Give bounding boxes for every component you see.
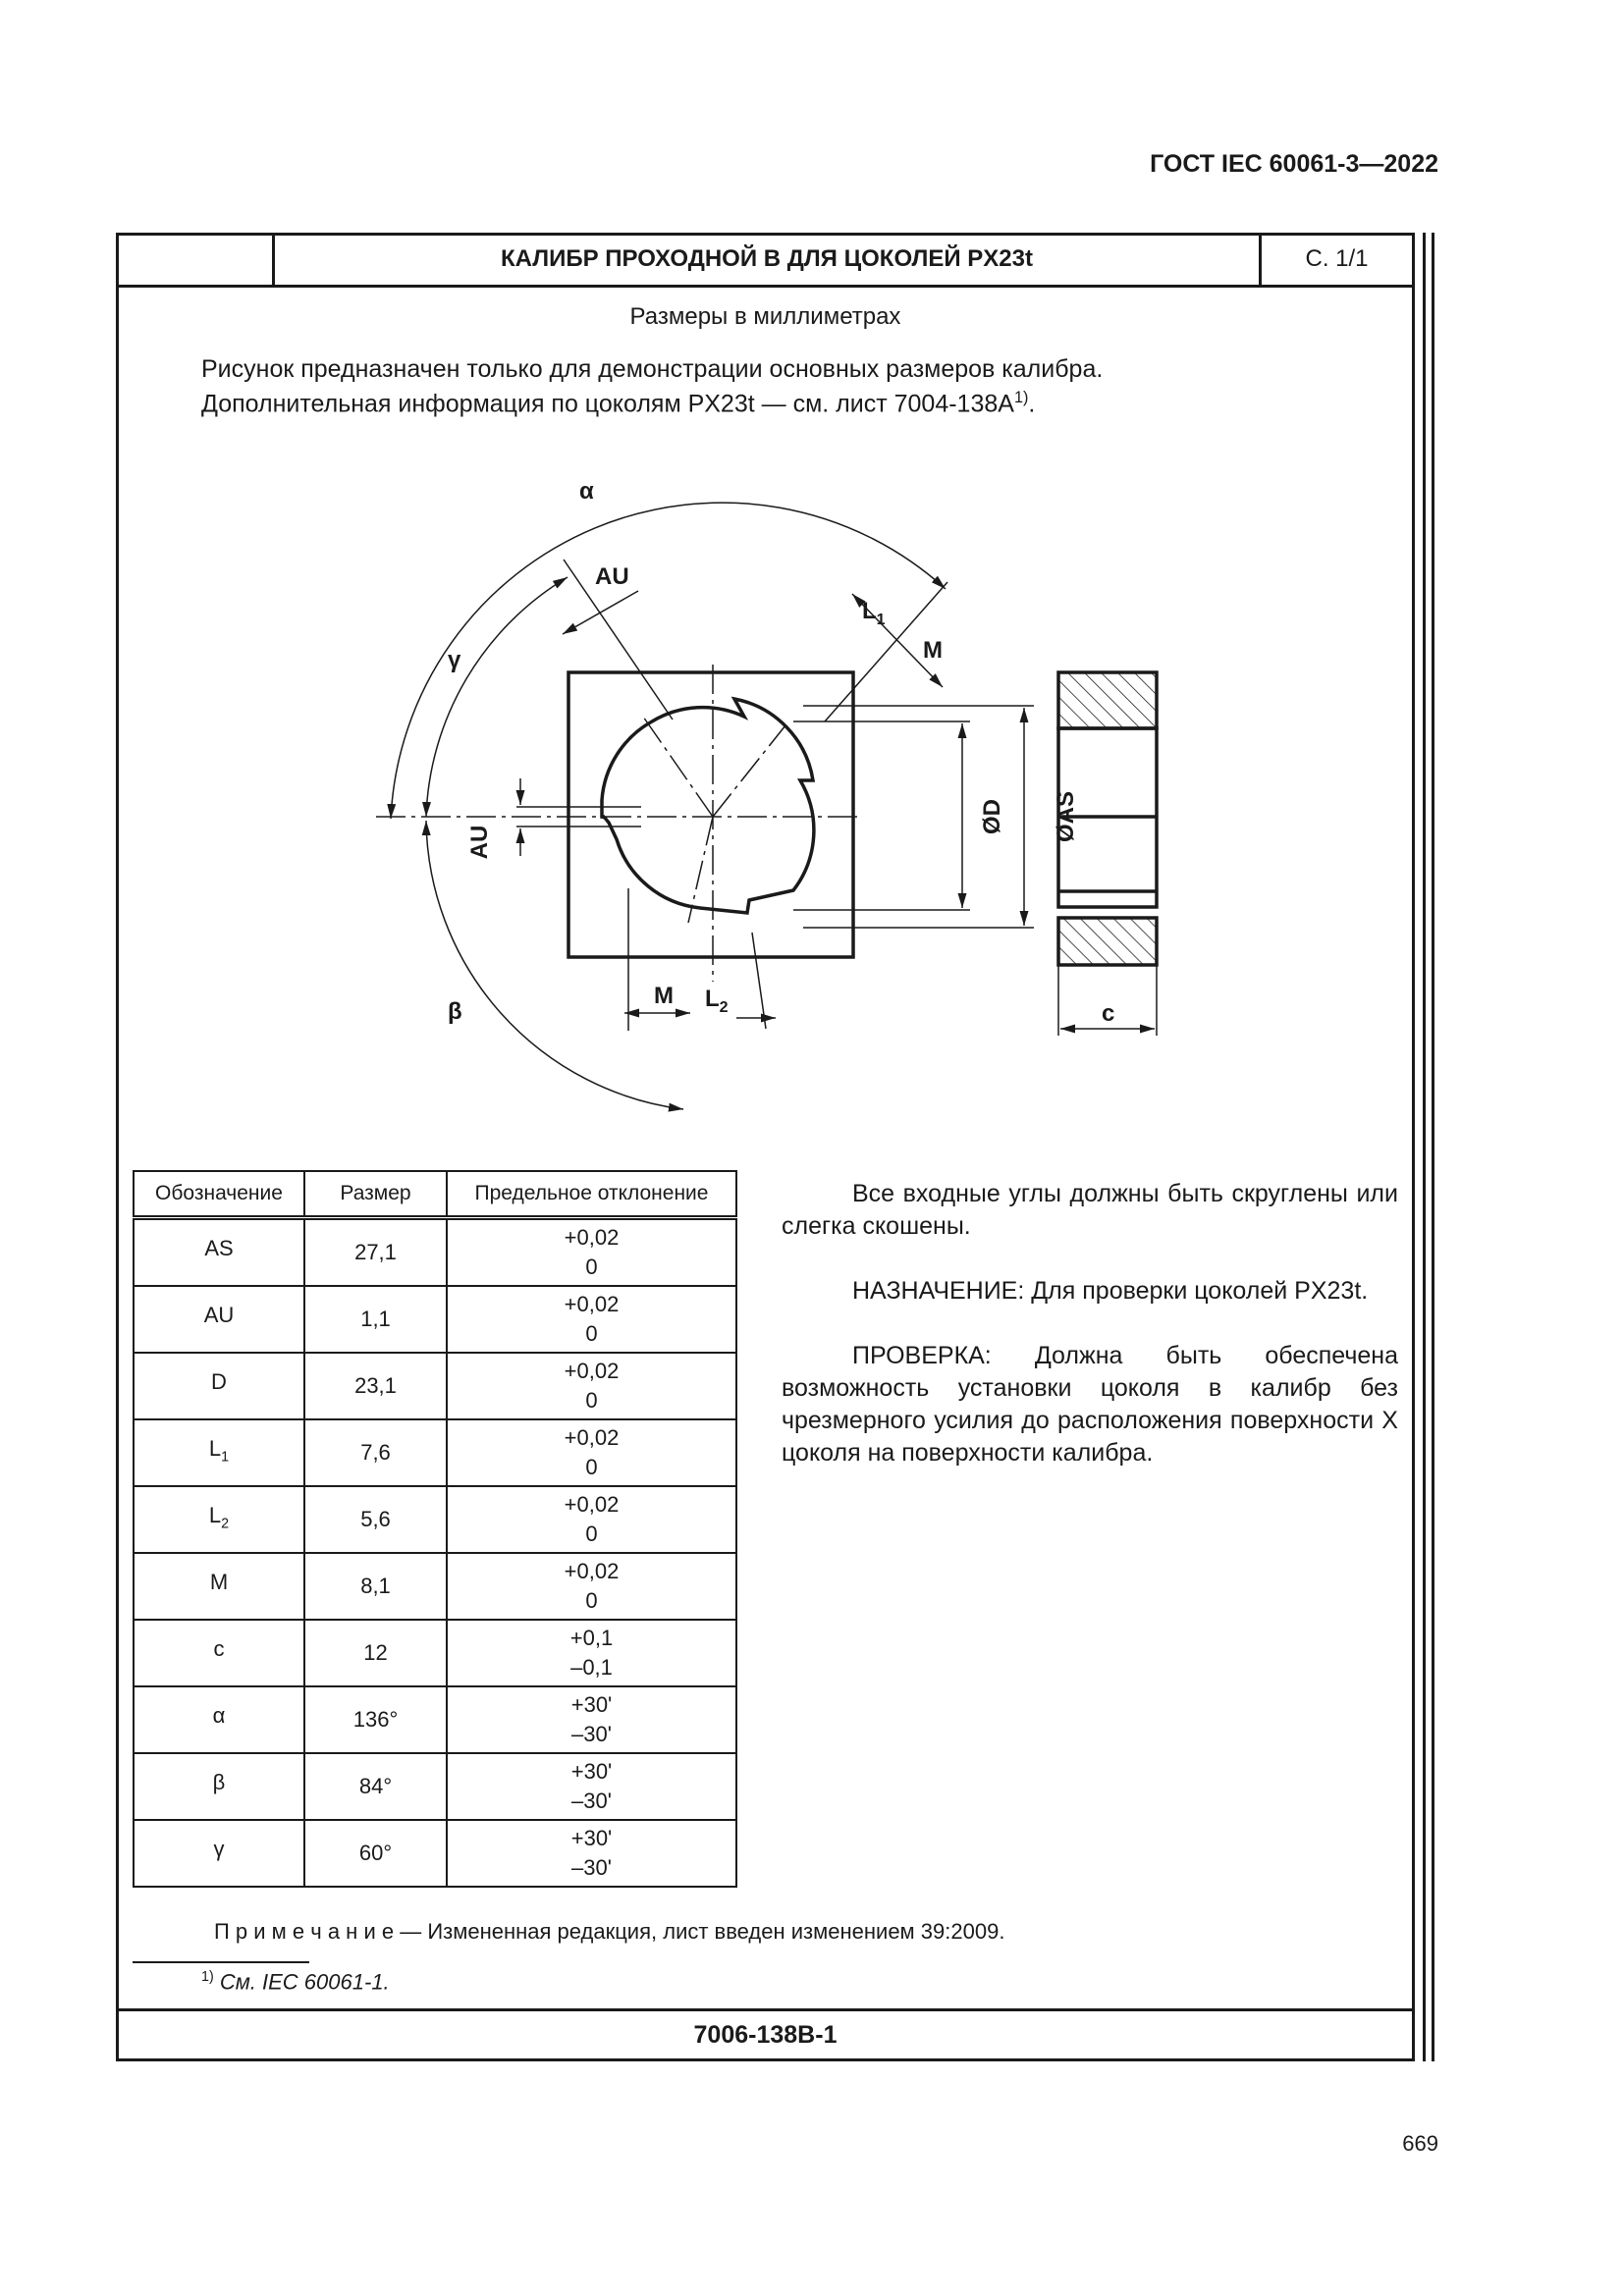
beta-label: β: [448, 998, 462, 1025]
cell-designation: M: [134, 1553, 304, 1620]
units-note: Размеры в миллиметрах: [629, 303, 901, 330]
tolerance-upper: +0,02: [564, 1292, 620, 1316]
header-designation: Обозначение: [134, 1171, 304, 1218]
alpha-label: α: [579, 478, 594, 505]
table-row: [134, 1353, 736, 1419]
cell-designation: AU: [134, 1286, 304, 1353]
table-row: [134, 1286, 736, 1353]
cell-tolerance: [447, 1486, 736, 1553]
sheet-page-label: С. 1/1: [1305, 245, 1369, 272]
cell-tolerance: [447, 1419, 736, 1486]
document-code: 7006-138B-1: [693, 2021, 838, 2049]
table-row: [134, 1753, 736, 1820]
cell-size: 5,6: [304, 1486, 447, 1553]
alpha-dimension-arc: [391, 503, 946, 819]
dimensions-table: [133, 1170, 737, 1888]
footnote: $^{1)}$ См. IEC 60061-1.: [201, 1969, 390, 1995]
au-label-top: AU: [595, 563, 629, 590]
gauge-drawing: [116, 471, 1196, 1139]
cell-tolerance: [447, 1218, 736, 1287]
intro-line-1: Рисунок предназначен только для демонстрации основных размеров калибра.: [201, 355, 1104, 383]
tolerance-lower: 0: [585, 1321, 598, 1346]
cell-designation: β: [134, 1753, 304, 1820]
tolerance-lower: 0: [585, 1455, 598, 1479]
intro-line-2: Дополнительная информация по цоколям PX23t — см. лист $7004-138A^{1)}$.: [201, 389, 1036, 418]
cell-tolerance: [447, 1353, 736, 1419]
tolerance-lower: 0: [585, 1522, 598, 1546]
gamma-dimension-arc: [426, 577, 568, 817]
au-dimension-line: [563, 591, 638, 634]
cell-tolerance: [447, 1620, 736, 1686]
side-view-hatched-top: [1058, 672, 1157, 728]
table-row: [134, 1553, 736, 1620]
gauge-front-view: [376, 503, 1034, 1109]
cell-tolerance: [447, 1686, 736, 1753]
sheet-title: КАЛИБР ПРОХОДНОЙ В ДЛЯ ЦОКОЛЕЙ PX23t: [501, 245, 1033, 272]
m-label-top: M: [923, 637, 943, 664]
tolerance-upper: +0,1: [569, 1626, 614, 1650]
cell-tolerance: [447, 1753, 736, 1820]
tolerance-upper: +0,02: [564, 1559, 620, 1583]
gauge-side-view: [1058, 672, 1157, 1036]
cell-size: 7,6: [304, 1419, 447, 1486]
cell-tolerance: [447, 1553, 736, 1620]
tolerance-lower: –30': [571, 1789, 612, 1813]
centerline-angle-alpha: [713, 725, 785, 817]
remark: П р и м е ч а н и е — Измененная редакция, лист введен изменением 39:2009.: [214, 1919, 1005, 1944]
standard-code: ГОСТ IEC 60061-3—2022: [1150, 150, 1438, 178]
m-label-bottom: M: [654, 983, 674, 1009]
l2-extension-line: [752, 933, 766, 1029]
cell-designation: AS: [134, 1218, 304, 1287]
table-row: [134, 1218, 736, 1287]
table-row: [134, 1620, 736, 1686]
tolerance-lower: –30': [571, 1722, 612, 1746]
cell-size: 23,1: [304, 1353, 447, 1419]
cell-size: 27,1: [304, 1218, 447, 1287]
c-label: c: [1102, 1000, 1115, 1027]
cell-tolerance: [447, 1286, 736, 1353]
side-view-hatched-bottom: [1058, 918, 1157, 965]
frame-double-line: [1432, 233, 1434, 2061]
table-row: [134, 1686, 736, 1753]
tolerance-lower: 0: [585, 1588, 598, 1613]
cell-size: 136°: [304, 1686, 447, 1753]
as-label: ØAS: [1053, 790, 1079, 843]
cell-designation: α: [134, 1686, 304, 1753]
note-check: ПРОВЕРКА: Должна быть обеспечена возможность установки цоколя в калибр без чрезмерного усилия до расположения поверхности X цоколя на поверхности калибра.: [782, 1342, 1398, 1467]
tolerance-upper: +0,02: [564, 1425, 620, 1450]
tolerance-upper: +30': [570, 1826, 613, 1850]
frame-double-line: [1423, 233, 1426, 2061]
gamma-label: γ: [448, 647, 461, 673]
table-row: [134, 1419, 736, 1486]
cell-size: 84°: [304, 1753, 447, 1820]
note-purpose: НАЗНАЧЕНИЕ: Для проверки цоколей PX23t.: [852, 1277, 1369, 1305]
tolerance-upper: +0,02: [564, 1225, 620, 1250]
page-number: 669: [1402, 2131, 1438, 2156]
d-label: ØD: [979, 799, 1005, 834]
header-tolerance: Предельное отклонение: [447, 1171, 736, 1218]
cell-tolerance: [447, 1820, 736, 1887]
table-header-row: [134, 1171, 736, 1218]
tolerance-lower: 0: [585, 1255, 598, 1279]
au-label-left: AU: [466, 825, 493, 860]
l1-label: $L_1$: [862, 598, 886, 628]
tolerance-upper: +30': [570, 1692, 613, 1717]
cell-size: 1,1: [304, 1286, 447, 1353]
footnote-rule: [133, 1961, 309, 1963]
cell-designation: D: [134, 1353, 304, 1419]
note-rounding: Все входные углы должны быть скруглены или слегка скошены.: [782, 1180, 1398, 1240]
cell-size: 60°: [304, 1820, 447, 1887]
cell-size: 12: [304, 1620, 447, 1686]
tolerance-upper: +0,02: [564, 1492, 620, 1517]
cell-size: 8,1: [304, 1553, 447, 1620]
tolerance-upper: +0,02: [564, 1359, 620, 1383]
cell-designation: $L_2$: [134, 1486, 304, 1553]
l2-label: $L_2$: [705, 986, 729, 1016]
tolerance-lower: –0,1: [570, 1655, 613, 1680]
tolerance-lower: –30': [571, 1855, 612, 1880]
cell-designation: $L_1$: [134, 1419, 304, 1486]
beta-dimension-arc: [426, 821, 683, 1109]
table-body: [134, 1218, 736, 1888]
notes-block: [782, 1178, 1398, 1502]
cell-designation: γ: [134, 1820, 304, 1887]
tolerance-lower: 0: [585, 1388, 598, 1413]
centerline-angle-gamma: [643, 717, 713, 817]
table-row: [134, 1820, 736, 1887]
table-row: [134, 1486, 736, 1553]
gauge-opening: [602, 699, 814, 913]
header-size: Размер: [304, 1171, 447, 1218]
cell-designation: c: [134, 1620, 304, 1686]
tolerance-upper: +30': [570, 1759, 613, 1784]
